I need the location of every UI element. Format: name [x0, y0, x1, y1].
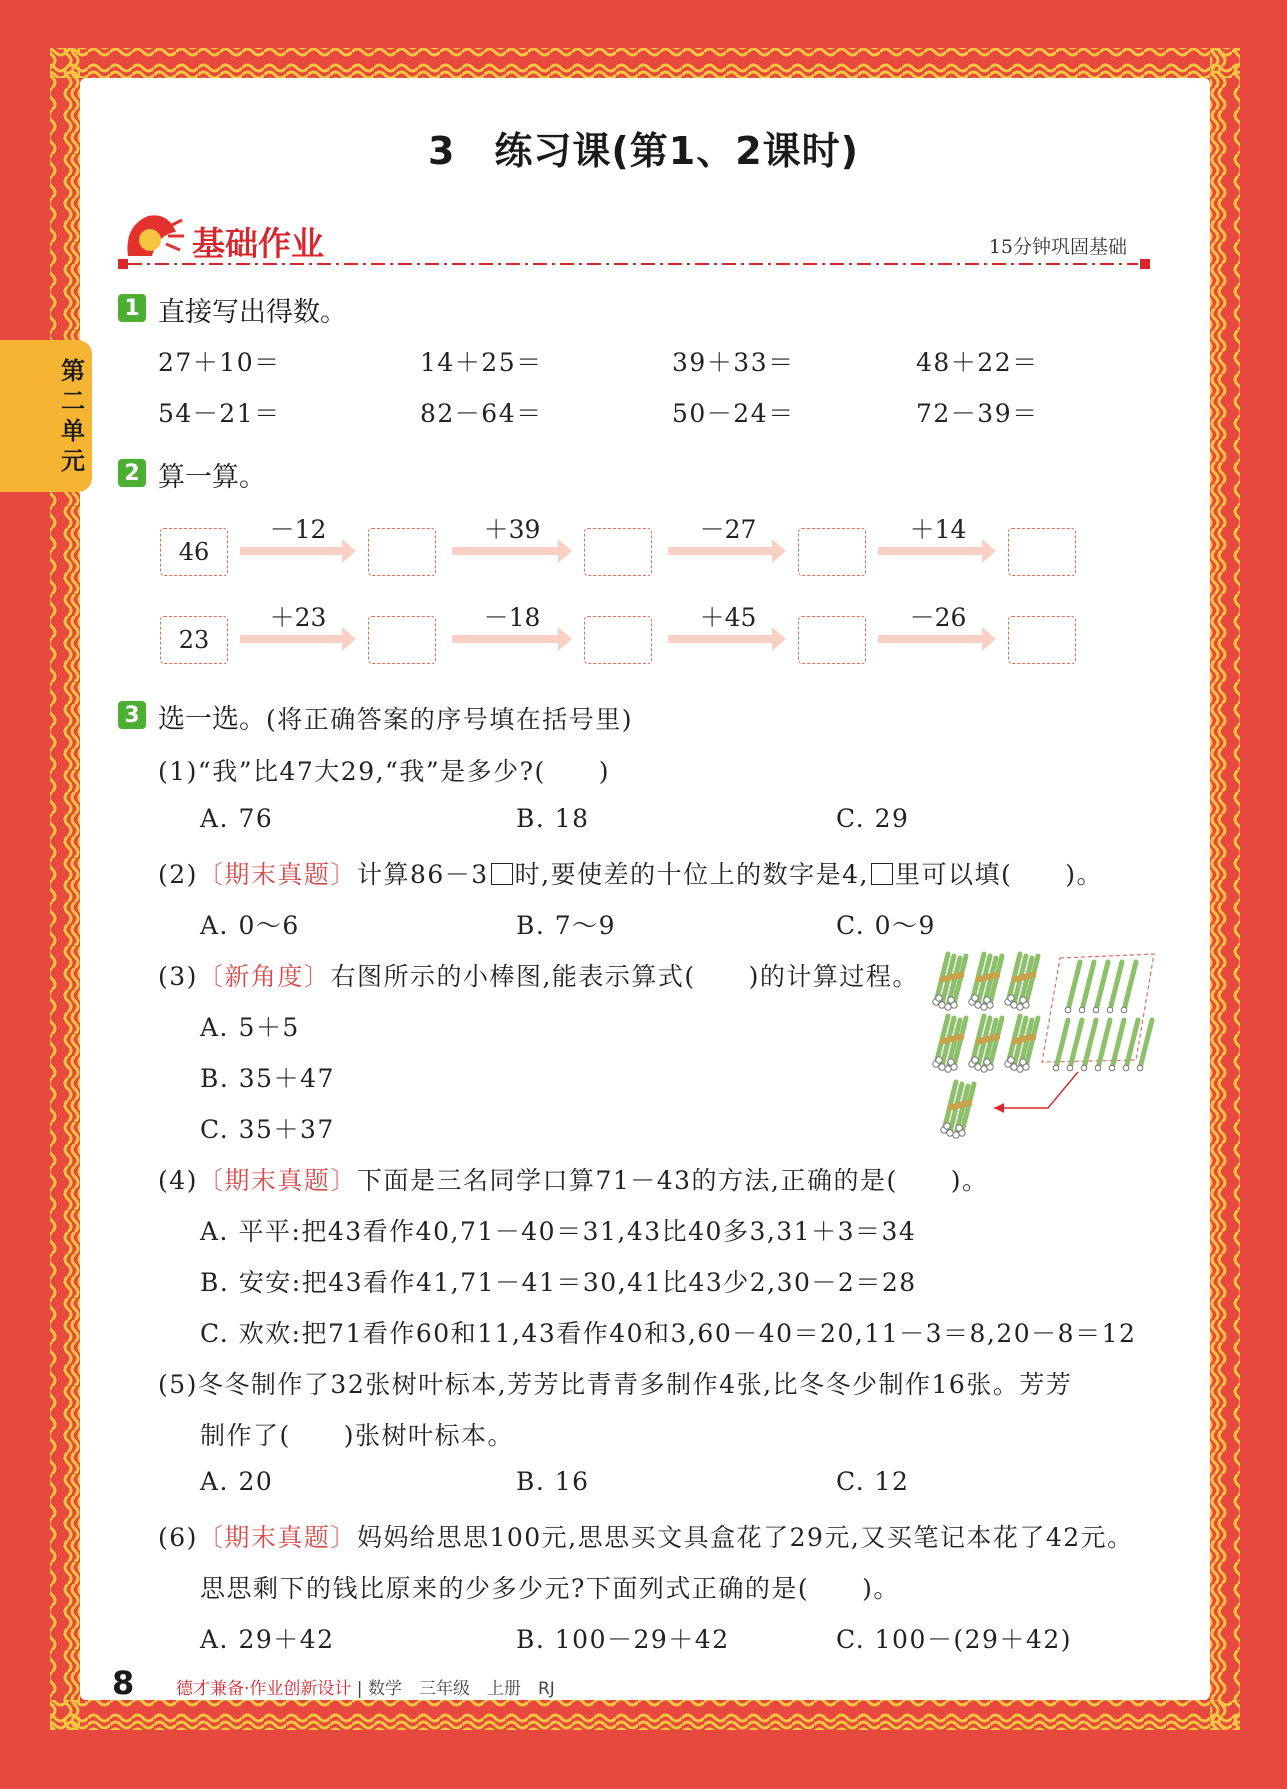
- q3-p1-option-a[interactable]: A. 76: [200, 804, 274, 833]
- q2-row1-answer-box[interactable]: [368, 528, 436, 576]
- footer-subject: 数学 三年级 上册 RJ: [367, 1679, 555, 1699]
- q3-p6-stem-text: 妈妈给思思100元,思思买文具盒花了29元,又买笔记本花了42元。: [356, 1523, 1134, 1552]
- q3-p6-option-c[interactable]: C. 100－(29＋42): [836, 1625, 1072, 1654]
- q3-p5-stem-line2: 制作了( )张树叶标本。: [200, 1421, 515, 1450]
- page-title: 3 练习课(第1、2课时): [427, 129, 860, 173]
- q3-p2-number: (2): [158, 860, 198, 889]
- q3-p3-tag: 〔新角度〕: [197, 962, 331, 991]
- q3-p2-stem-c: 里可以填( )。: [894, 860, 1103, 889]
- q3-p2-option-a[interactable]: A. 0～6: [200, 911, 300, 940]
- q1-item-7: 50－24＝: [672, 399, 795, 428]
- q3-p4-option-b[interactable]: B. 安安:把43看作41,71－41＝30,41比43少2,30－2＝28: [200, 1268, 917, 1297]
- question-1-title: 直接写出得数。: [158, 297, 347, 328]
- q3-p4-tag: 〔期末真题〕: [197, 1166, 357, 1195]
- q3-p2-stem-a: 计算86－3: [356, 860, 489, 889]
- q3-p6-stem-line2: 思思剩下的钱比原来的少多少元?下面列式正确的是( )。: [200, 1574, 900, 1603]
- unit-side-tab-label: 第二单元: [61, 357, 85, 475]
- q3-p4-stem-text: 下面是三名同学口算71－43的方法,正确的是( )。: [356, 1166, 989, 1195]
- q3-p4-stem: [158, 1161, 989, 1197]
- q2-row1-answer-box[interactable]: [798, 528, 866, 576]
- q2-row2-answer-box[interactable]: [584, 616, 652, 664]
- q2-row1-answer-box[interactable]: [1008, 528, 1076, 576]
- q3-p2-stem-b: 时,要使差的十位上的数字是4,: [514, 860, 869, 889]
- q1-item-2: 14＋25＝: [420, 348, 543, 377]
- q3-p1-option-b[interactable]: B. 18: [516, 804, 590, 833]
- stick-bundles-illustration: [930, 950, 1170, 1142]
- question-3-title: 选一选。: [158, 704, 266, 735]
- q3-p2-option-b[interactable]: B. 7～9: [516, 911, 617, 940]
- q1-item-8: 72－39＝: [916, 399, 1039, 428]
- q3-p2-tag: 〔期末真题〕: [197, 860, 357, 889]
- q2-row2-answer-box[interactable]: [1008, 616, 1076, 664]
- q3-p5-option-b[interactable]: B. 16: [516, 1467, 590, 1496]
- question-1-number: 1: [118, 294, 146, 322]
- q3-p5-stem-line1: (5)冬冬制作了32张树叶标本,芳芳比青青多制作4张,比冬冬少制作16张。芳芳: [158, 1370, 1073, 1399]
- q2-row2-op: －26: [909, 603, 967, 632]
- q3-p3-option-c[interactable]: C. 35＋37: [200, 1115, 335, 1144]
- q1-item-5: 54－21＝: [158, 399, 281, 428]
- question-3-title-note: (将正确答案的序号填在括号里): [266, 705, 634, 734]
- q2-row1-op: ＋39: [483, 515, 541, 544]
- q2-row2-op: ＋45: [699, 603, 757, 632]
- q3-p3-stem-text: 右图所示的小棒图,能表示算式( )的计算过程。: [330, 962, 919, 991]
- section-note: 15分钟巩固基础: [988, 236, 1127, 258]
- footer-brand: 德才兼备·作业创新设计: [176, 1679, 352, 1699]
- page-number: 8: [112, 1664, 135, 1702]
- q3-p6-option-b[interactable]: B. 100－29＋42: [516, 1625, 730, 1654]
- blank-square-icon: [871, 863, 893, 885]
- q2-row2-answer-box[interactable]: [798, 616, 866, 664]
- q3-p3-option-b[interactable]: B. 35＋47: [200, 1064, 335, 1093]
- q2-row2-answer-box[interactable]: [368, 616, 436, 664]
- q2-row2-op: ＋23: [269, 603, 327, 632]
- section-title: 基础作业: [192, 224, 324, 263]
- q2-row2-op: －18: [483, 603, 541, 632]
- q2-row1-start-box: 46: [160, 528, 228, 576]
- q3-p3-option-a[interactable]: A. 5＋5: [200, 1013, 300, 1042]
- q3-p5-option-c[interactable]: C. 12: [836, 1467, 910, 1496]
- q3-p6-tag: 〔期末真题〕: [197, 1523, 357, 1552]
- q1-item-1: 27＋10＝: [158, 348, 281, 377]
- q1-item-4: 48＋22＝: [916, 348, 1039, 377]
- q3-p1-option-c[interactable]: C. 29: [836, 804, 910, 833]
- q3-p6-stem-line1: [158, 1518, 1134, 1554]
- question-2-title: 算一算。: [158, 462, 266, 493]
- q3-p6-option-a[interactable]: A. 29＋42: [200, 1625, 335, 1654]
- q2-row2-start-box: 23: [160, 616, 228, 664]
- q3-p6-number: (6): [158, 1523, 198, 1552]
- blank-square-icon: [491, 863, 513, 885]
- q3-p4-number: (4): [158, 1166, 198, 1195]
- question-2-number: 2: [118, 459, 146, 487]
- q3-p4-option-c[interactable]: C. 欢欢:把71看作60和11,43看作40和3,60－40＝20,11－3＝8,20－8＝12: [200, 1319, 1137, 1348]
- q3-p3-number: (3): [158, 962, 198, 991]
- q2-row1-op: －27: [699, 515, 757, 544]
- footer-text: 德才兼备·作业创新设计 | 数学 三年级 上册 RJ: [176, 1679, 555, 1699]
- q3-p2-stem: [158, 855, 1103, 891]
- q3-p3-stem: [158, 957, 919, 993]
- question-3-number: 3: [118, 701, 146, 729]
- q1-item-6: 82－64＝: [420, 399, 543, 428]
- q2-row1-op: －12: [269, 515, 327, 544]
- question-3-heading: [158, 697, 633, 736]
- q3-p5-option-a[interactable]: A. 20: [200, 1467, 274, 1496]
- q1-item-3: 39＋33＝: [672, 348, 795, 377]
- q3-p2-option-c[interactable]: C. 0～9: [836, 911, 936, 940]
- q2-row1-op: ＋14: [909, 515, 967, 544]
- q3-p1-stem: (1)“我”比47大29,“我”是多少?( ): [158, 757, 611, 786]
- q2-row1-answer-box[interactable]: [584, 528, 652, 576]
- q3-p4-option-a[interactable]: A. 平平:把43看作40,71－40＝31,43比40多3,31＋3＝34: [200, 1217, 917, 1246]
